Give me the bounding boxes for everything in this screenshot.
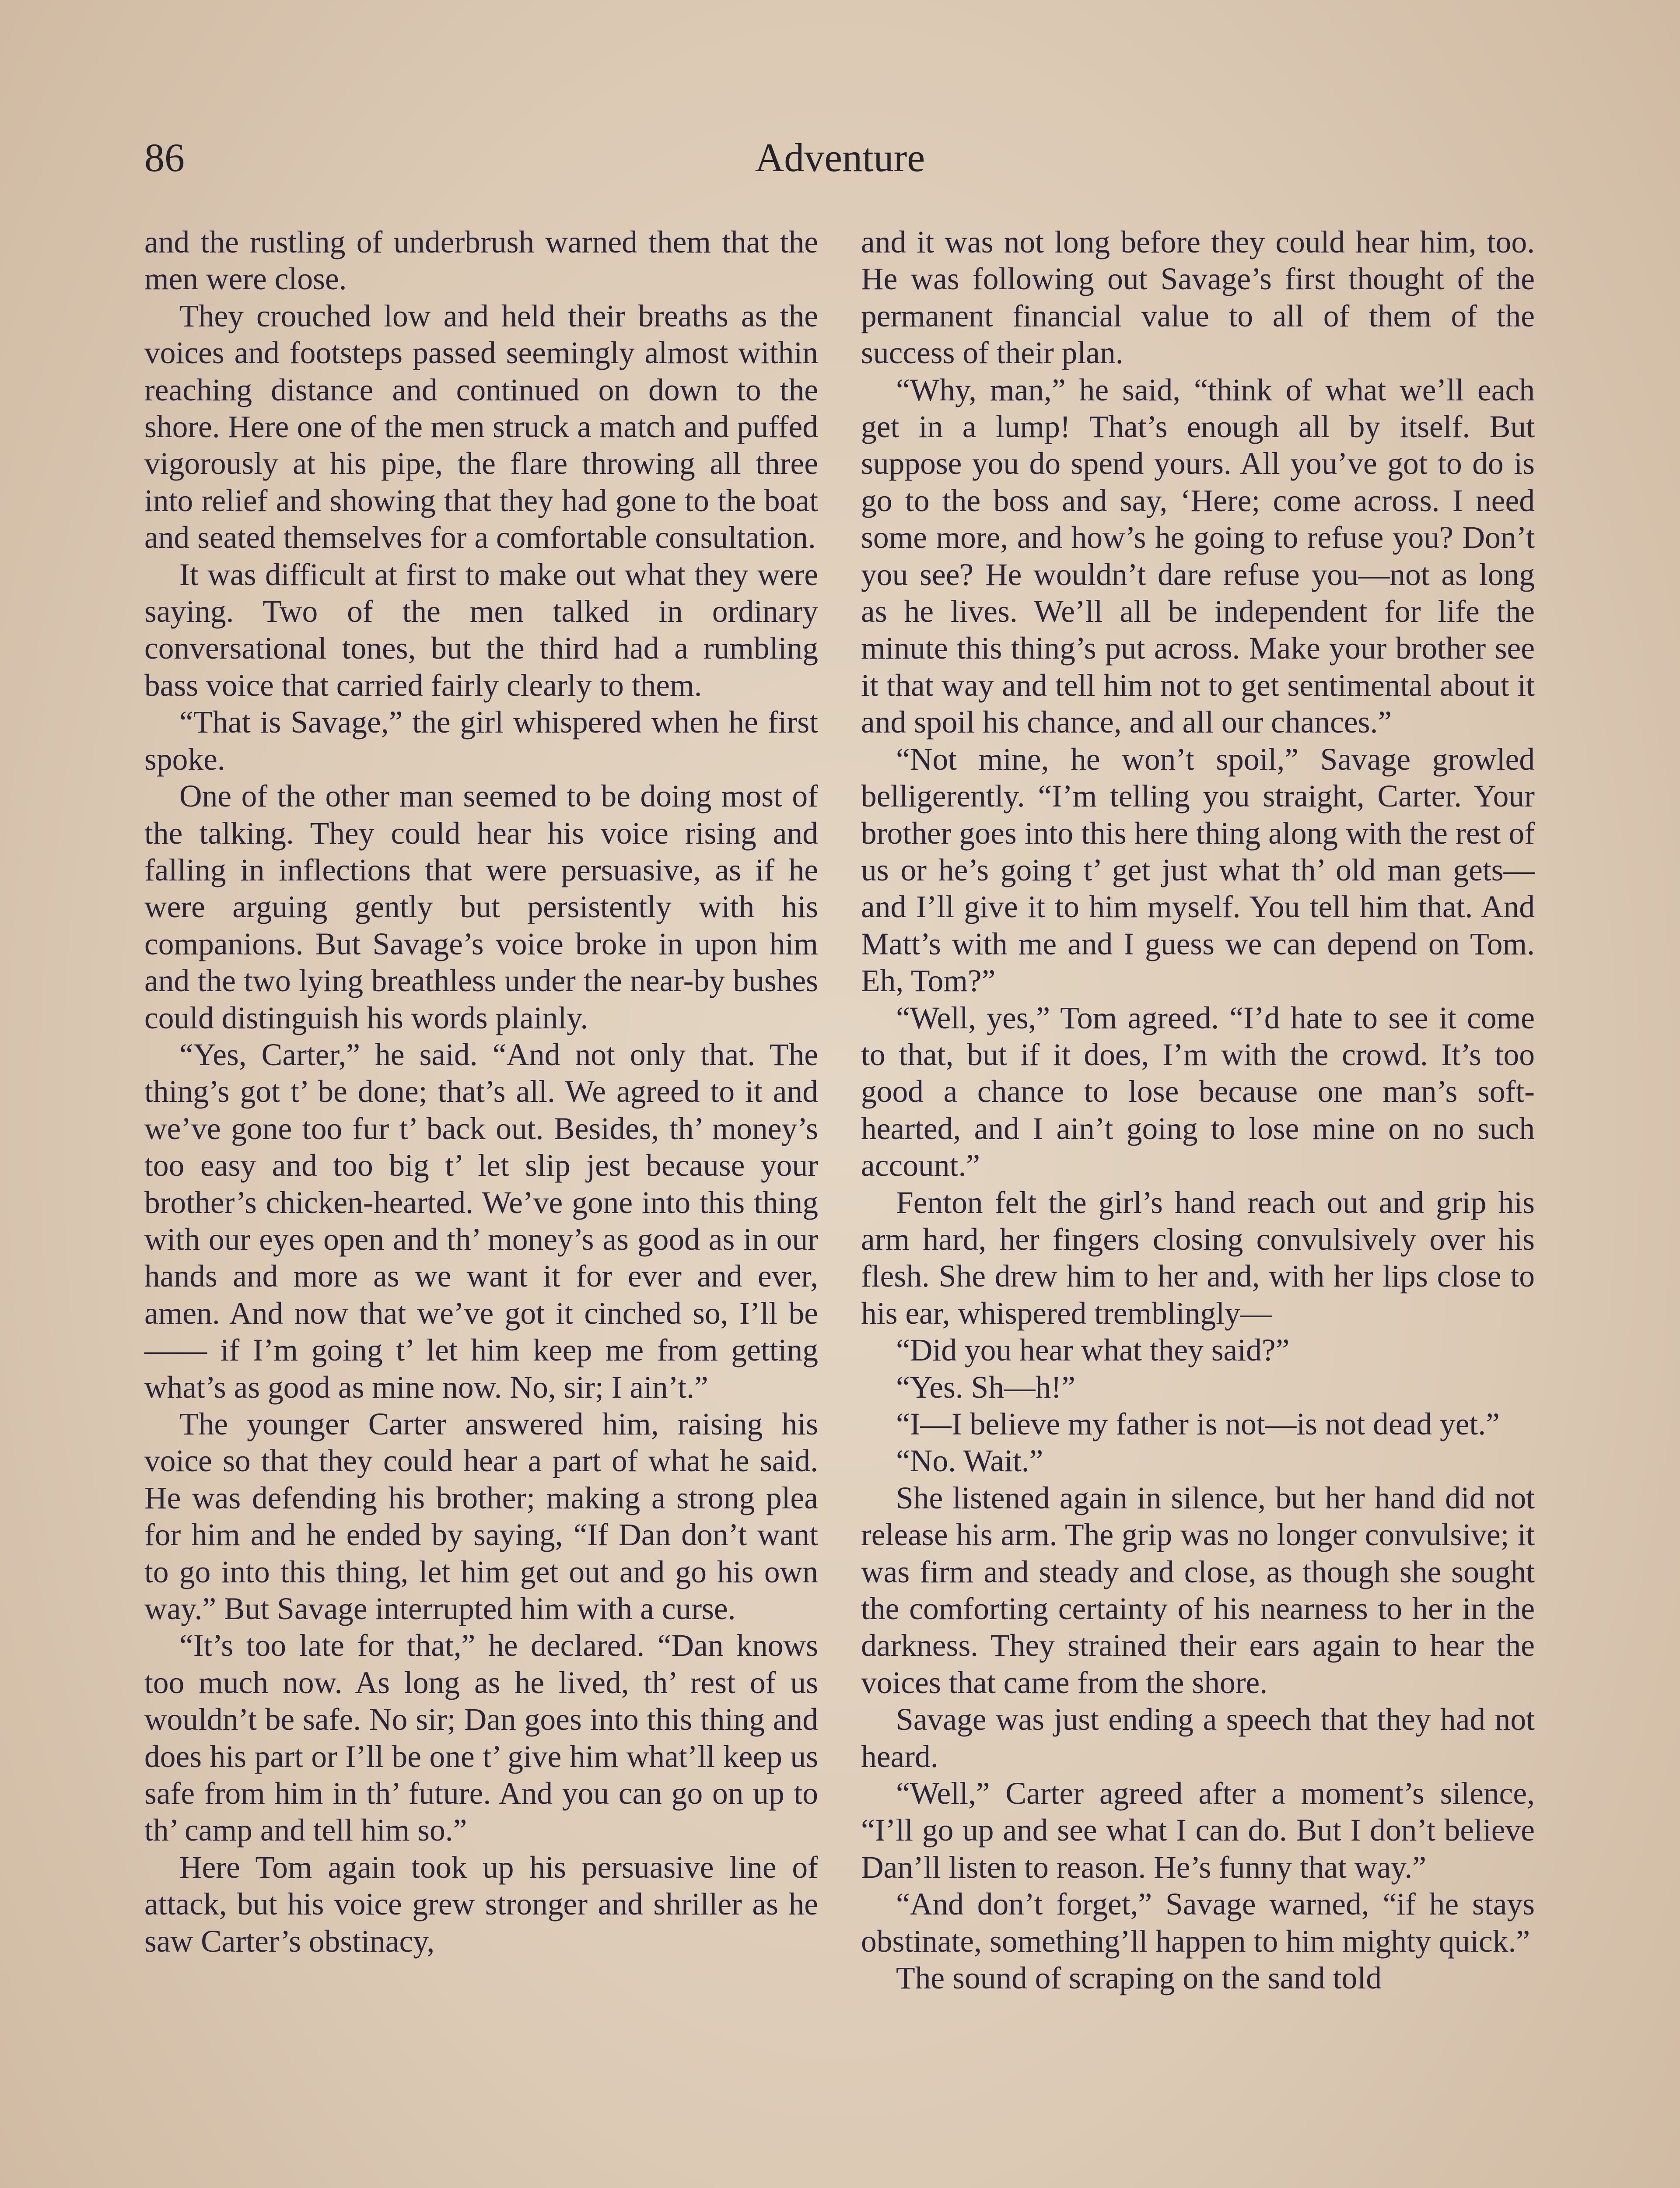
left-column (144, 224, 818, 1960)
paragraph: Fenton felt the girl’s hand reach out and grip his arm hard, her fingers closing convulsively over his flesh. She drew him to her and, with her lips close to his ear, whispered tremblingly— (861, 1185, 1535, 1331)
paragraph: She listened again in silence, but her hand did not release his arm. The grip was no longer convulsive; it was firm and steady and close, as though she sought the comforting certainty of his nearness to her in the darkness. They strained their ears again to hear the voices that came from the shore. (861, 1480, 1535, 1700)
paragraph: “I—I believe my father is not—is not dead yet.” (896, 1407, 1500, 1441)
paragraph: “No. Wait.” (896, 1444, 1043, 1479)
paragraph: “Yes. Sh—h!” (896, 1370, 1075, 1405)
right-column (861, 224, 1535, 1997)
paragraph: “Well,” Carter agreed after a moment’s silence, “I’ll go up and see what I can do. But I don’t believe Dan’ll listen to reason. He’s funny that way.” (861, 1776, 1535, 1885)
paragraph: “And don’t forget,” Savage warned, “if he stays obstinate, something’ll happen to him mighty quick.” (861, 1887, 1535, 1959)
paragraph: “It’s too late for that,” he declared. “Dan knows too much now. As long as he lived, th’ rest of us wouldn’t be safe. No sir; Dan goes into this thing and does his part or I’ll be one t’ give him what’ll keep us safe from him in th’ future. And you can go on up to th’ camp and tell him so.” (144, 1628, 818, 1848)
paragraph: One of the other man seemed to be doing most of the talking. They could hear his voice rising and falling in inflections that were persuasive, as if he were arguing gently but persistently with his companions. But Savage’s voice broke in upon him and the two lying breathless under the near-by bushes could distinguish his words plainly. (144, 779, 818, 1035)
paragraph: “That is Savage,” the girl whispered when he first spoke. (144, 705, 818, 777)
paragraph: “Yes, Carter,” he said. “And not only that. The thing’s got t’ be done; that’s all. We agreed to it and we’ve gone too fur t’ back out. Besides, th’ money’s too easy and too big t’ let slip jest because your brother’s chicken-hearted. We’ve gone into this thing with our eyes open and th’ money’s as good as in our hands and more as we want it for ever and ever, amen. And now that we’ve got it cinched so, I’ll be —— if I’m going t’ let him keep me from getting what’s as good as mine now. No, sir; I ain’t.” (144, 1037, 818, 1405)
paragraph: “Well, yes,” Tom agreed. “I’d hate to see it come to that, but if it does, I’m with the crowd. It’s too good a chance to lose because one man’s soft-hearted, and I ain’t going to lose mine on no such account.” (861, 1000, 1535, 1183)
paragraph: and the rustling of underbrush warned them that the men were close. (144, 225, 818, 297)
paragraph: “Did you hear what they said?” (896, 1333, 1290, 1368)
page-number: 86 (144, 135, 185, 180)
paragraph: Here Tom again took up his persuasive line of attack, but his voice grew stronger and shriller as he saw Carter’s obstinacy, (144, 1850, 818, 1959)
paragraph: They crouched low and held their breaths as the voices and footsteps passed seemingly almost within reaching distance and continued on down to the shore. Here one of the men struck a match and puffed vigorously at his pipe, the flare throwing all three into relief and showing that they had gone to the boat and seated themselves for a comfortable consultation. (144, 298, 818, 555)
running-title: Adventure (755, 135, 925, 180)
paragraph: The sound of scraping on the sand told (896, 1961, 1382, 1996)
page-header (144, 127, 1536, 193)
paragraph: and it was not long before they could hear him, too. He was following out Savage’s first thought of the permanent financial value to all of them of the success of their plan. (861, 225, 1535, 371)
paragraph: It was difficult at first to make out what they were saying. Two of the men talked in ordinary conversational tones, but the third had a rumbling bass voice that carried fairly clearly to them. (144, 557, 818, 703)
paragraph: “Why, man,” he said, “think of what we’ll each get in a lump! That’s enough all by itself. But suppose you do spend yours. All you’ve got to do is go to the boss and say, ‘Here; come across. I need some more, and how’s he going to refuse you? Don’t you see? He wouldn’t dare refuse you—not as long as he lives. We’ll all be independent for life the minute this thing’s put across. Make your brother see it that way and tell him not to get sentimental about it and spoil his chance, and all our chances.” (861, 372, 1535, 740)
paragraph: Savage was just ending a speech that they had not heard. (861, 1702, 1535, 1774)
paragraph: The younger Carter answered him, raising his voice so that they could hear a part of what he said. He was defending his brother; making a strong plea for him and he ended by saying, “If Dan don’t want to go into this thing, let him get out and go his own way.” But Savage interrupted him with a curse. (144, 1407, 818, 1627)
paragraph: “Not mine, he won’t spoil,” Savage growled belligerently. “I’m telling you straight, Carter. Your brother goes into this here thing along with the rest of us or he’s going t’ get just what th’ old man gets—and I’ll give it to him myself. You tell him that. And Matt’s with me and I guess we can depend on Tom. Eh, Tom?” (861, 742, 1535, 999)
